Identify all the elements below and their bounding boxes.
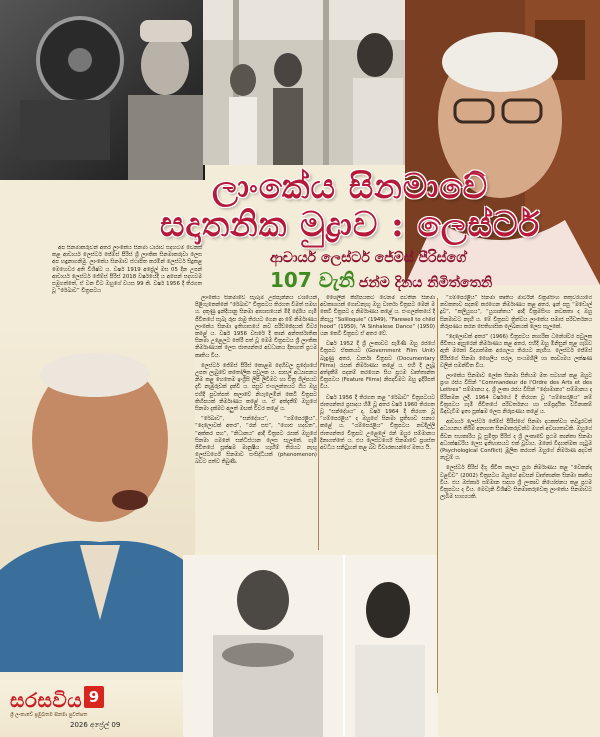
subtitle-line-2 <box>270 268 600 293</box>
paragraph: “රේඛාව”, “සන්දේශය”, “ගම්පෙරළිය”, “දෙලොවක් අතර”, “රන් සළු”, “ගොළු හදවත”, “අක්කර පහ”, “නිධානය” ආදී චිත්‍රපට රැසක් ඔහුගේ සිනමා ගමනේ සන්ධිස්ථාන ලෙස සැලකේ. ගැමි ජීවිතයේ සූක්ෂම මානුෂීය හැඟීම් තිරයට නැඟූ ලෙස්ටර්ගේ සිනමාව සංසිද්ධියක් (phenomenon) බවට පත්ව තිබුණි. <box>195 416 317 466</box>
paragraph: ලෙස්ටර් පීරිස් දිගු ජීවිත කාලය පුරා නිර්මාණය කළ “වෙකන්ද වළව්ව” (2002) චිත්‍රපටය ඔහුගේ අවසන් වෘත්තාන්ත සිනමා කෘතිය විය. එය ඔස්කාර් සම්මාන සඳහා ශ්‍රී ලංකාව නියෝජනය කළ ප්‍රථම චිත්‍රපටය ද විය. මෙවැනි විශිෂ්ට සිනමාකරුවෙකු ලාංකේය සිනමාවට ලැබීම භාග්‍යයකි. <box>440 465 592 501</box>
article-column-1 <box>195 295 317 553</box>
paragraph: ලාංකේය සිනමාවේ සැබෑම උප්පැන්නය වශයෙන් පිළිගැනෙන්නේ “රේඛාව” චිත්‍රපටය තිරගත වීමත් සමඟ ය. දකුණු ඉන්දියානු සිනමා ආභාසයෙන් මිදී දේශීය ගැමි ජීවිතයේ සැබෑ රූප රාමු තිරයට ගෙන ආ මේ නිර්මාණය ලාංකේය සිනමා ඉතිහාසයේ නව පරිච්ඡේදයක් විවර කළේ ය. වර්ෂ 1956 වසරේ දී කාන් අන්තර්ජාතික සිනමා උළෙලට තේරී පත් වූ මෙම චිත්‍රපටය ශ්‍රී ලාංකික නිර්මාණයක් ලෙස ජාත්‍යන්තර අවධානය දිනාගත් ප්‍රථම කෘතිය විය. <box>195 295 317 359</box>
column-divider <box>318 298 319 550</box>
page-number-badge: 9 <box>84 686 104 708</box>
paragraph: වර්ෂ 1956 දී තිරගත කළ “රේඛාව” චිත්‍රපටයට ජාත්‍යන්තර ප්‍රසාදය හිමි වූ අතර වර්ෂ 1960 තිරගත වූ “සන්දේශය” ද, වර්ෂ 1964 දී තිරගත වූ “ගම්පෙරළිය” ද ඔහුගේ සිනමා ප්‍රතිභාව සනාථ කළේ ය. “ගම්පෙරළිය” චිත්‍රපටය නවදිල්ලි ජාත්‍යන්තර චිත්‍රපට උළෙලේ රන් මයුර සම්මානය දිනාගත්තේ ය. එය ලෙස්ටර්ගේ සිනමාවේ ප්‍රශස්ත අවධිය සනිටුහන් කළ බව විචාරකයන්ගේ මතය යි. <box>320 394 435 452</box>
paragraph: ලාංකේය සිනමාව ලෝක සිනමා සිතියම මත සටහන් කළ ඔහුට ප්‍රංශ රජය විසින් “Commandeur de l'Ordre des Arts et des Lettres” සම්මානය ද, ශ්‍රී ලංකා රජය විසින් “දේශමාන්‍ය” සම්මානය ද පිරිනමන ලදී. 1964 වර්ෂයේ දී තිරගත වූ “ගම්පෙරළිය” නම් චිත්‍රපටය ගැමි ජීවිතයේ පරිවර්තනය හා සම්ප්‍රදායික වටිනාකම් බිඳවැටීම ඉතා සූක්ෂම ලෙස නිරූපණය කළේ ය. <box>440 373 592 416</box>
column-divider <box>437 298 438 693</box>
women-group-photo <box>203 0 413 165</box>
article-column-2 <box>320 295 435 553</box>
paragraph: “ගම්පෙරළිය” සිනමා කෘතිය මාර්ටින් වික්‍රමසිංහ කතුවරයාගේ නවකතාව පදනම් කරගෙන නිර්මාණය කළ අතර, ඉන් පසු “මඩොල් දූව”, “කලියුගය”, “යුගාන්තය” ආදී වික්‍රමසිංහ නවකතා ද ඔහු සිනමාවට නැඟී ය. මේ චිත්‍රපට ත්‍රිත්වය ලාංකේය සමාජ පරිවර්තනය නිරූපණය කරන ඓතිහාසික ලේඛනයක් ලෙස සැලකේ. <box>440 295 592 330</box>
lester-portrait-photo <box>0 320 195 672</box>
headline <box>100 167 600 245</box>
paragraph: ලෙස්ටර් ජේම්ස් පීරිස් කොළඹ දෙහිවල ප්‍රදේශයේ උපත ලැබුවේ කතෝලික පවුලක ය. පාසල් අධ්‍යාපනය නිම කළ හෙතෙම ඉංග්‍රීසි ලිපි ලිවීමට හා චිත්‍ර ශිල්පයට දැඩි නැඹුරුවක් දැක්වී ය. පසුව එංගලන්තයට ගිය ඔහු එහිදී පුවත්පත් කලාවේ නියැලෙමින් කෙටි චිත්‍රපට කිහිපයක් නිර්මාණය කළේ ය. ඒ අත්දැකීම් ඔහුගේ සිනමා දැක්මට අලුත් මඟක් විවර කළේ ය. <box>195 362 317 413</box>
headline-line-1: ලාංකේය සිනමාවේ <box>211 167 489 207</box>
subtitle-line-1: ආචාර්ය ලෙස්ටර් ජේම්ස් පීරිස්ගේ <box>270 250 467 266</box>
intro-text: අප සිනමාකරුවන් අතර ලාංකේය සිනමා ධාරාව සදහටම වෙනස් කළ ආචාර්ය ලෙස්ටර් ජේම්ස් පීරිස් ශ්‍රී ලාංකික සිනමාකරුවා ලෙස අප හඳුනාගනිමු. ලාංකේය සිනමාව ස්ථාපිත කරමින් ලෙස්ටර් සිදුකළ මෙහෙවර අති විශිෂ්ට ය. වර්ෂ 1919 අප්‍රේල් මස 05 දින උපන් ආචාර්ය ලෙස්ටර් ජේම්ස් පීරිස් 2018 වර්ෂයේදී ය අපෙන් සදහටම සමුගත්තේ, ඒ වන විට ඔහුගේ වයස 99 කි. වර්ෂ 1956 දී තිරගත වූ “රේඛාව” චිත්‍රපටය <box>52 245 202 295</box>
issue-date: 2026 අප්‍රේල් 09 <box>70 721 121 729</box>
birthday-number: 107 වැනි <box>270 267 355 292</box>
film-still-couple-photo <box>183 555 438 737</box>
article-column-3 <box>440 295 592 695</box>
paragraph: ශෛලීන් කිහිපයකට වෙනම පවතින සිනමා අවකාශයක් ගොඩනැඟූ ඔහු වාර්තා චිත්‍රපට මෙන් ම කෙටි චිත්‍රපට ද නිර්මාණය කළේ ය. එංගලන්තයේ දී නිපැයූ “Soliloquie” (1949), “Farewell to child hood” (1950), “A Sinhalese Dance” (1950) යන කෙටි චිත්‍රපට ඒ අතර වේ. <box>320 295 435 338</box>
intro-paragraph <box>52 245 202 320</box>
masthead-logo: සරසවිය <box>10 688 83 712</box>
masthead-tagline: ශ්‍රී ලංකාවේ ප්‍රමුඛතම සිනමා පුවත්පත <box>10 712 88 718</box>
paragraph: වර්ෂ 1952 දී ශ්‍රී ලංකාවට පැමිණි ඔහු රජයේ චිත්‍රපට ඒකකයට (Government Film Unit) බැඳුණු අතර, වාර්තා චිත්‍රපට (Documentary Films) රැසක් නිර්මාණය කළේ ය. එහි දී ලැබූ අත්දැකීම් පදනම් කරගෙන සිය ප්‍රථම වෘත්තාන්ත චිත්‍රපටය (Feature Films) නිපදවීමට ඔහු ඉදිරිපත් විය. <box>320 341 435 391</box>
headline-line-2: සදාතනික මුද්‍රාව : ලෙස්ටර් <box>159 205 541 245</box>
paragraph: “දෙලොවක් අතර” (1966) චිත්‍රපටය නාගරික ධනේශ්වර පවුලක ජීවිතය ඇසුරෙන් නිර්මාණය කළ අතර, එහිදී ඔහු මිනිසුන් තුළ ගැබ්ව ඇති මනෝ විද්‍යාත්මක අරගලය තිරයට නැඟීය. ලෙස්ටර් ජේම්ස් පීරිස්ගේ සිනමා ශෛලිය සරල, සංයමශීලී හා කාව්‍යමය ලක්ෂණ වලින් සමන්විත විය. <box>440 334 592 369</box>
subtitle-line-2-text: ජන්ම දිනය නිමිත්තෙනි <box>358 274 493 291</box>
projector-operator-photo <box>0 0 205 180</box>
paragraph: ආචාර්ය ලෙස්ටර් ජේම්ස් පීරිස්ගේ සිනමා දායකත්වය තවදුරටත් අධ්‍යයනය කිරීම අනාගත සිනමාකරුවන්ට මහත් අවශ්‍යතාවකි. ඔහුගේ ජීවන සහකාරිය වූ සුමිත්‍රා පීරිස් ද ශ්‍රී ලංකාවේ ප්‍රථම කාන්තා සිනමා අධ්‍යක්ෂවරිය ලෙස ඉතිහාසයට එක් වූවාය. මනෝ විද්‍යාත්මක ගැටුම (Psychological Conflict) මූලික කරගත් ඔහුගේ නිර්මාණ අදටත් නැවුම් ය. <box>440 419 592 462</box>
subtitle <box>270 250 600 293</box>
